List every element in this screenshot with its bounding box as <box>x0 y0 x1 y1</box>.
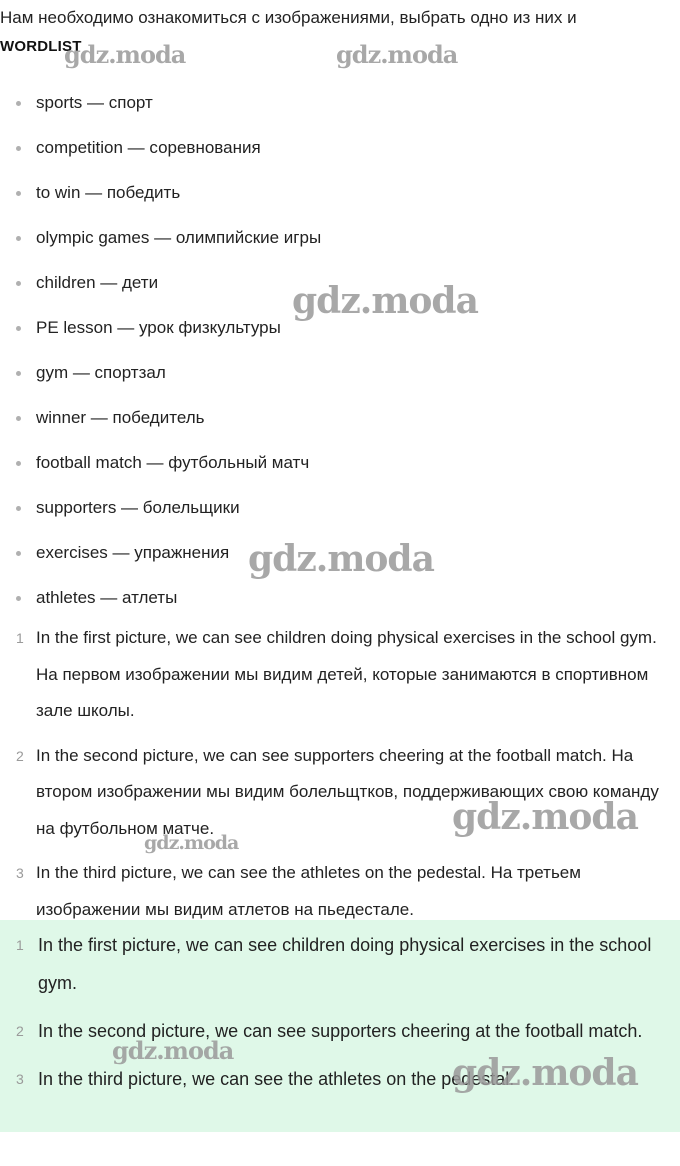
summary-box <box>0 920 680 1132</box>
bullet-icon <box>16 551 21 556</box>
watermark-logo: gdz.moda <box>336 40 458 69</box>
list-item <box>0 315 321 360</box>
bullet-icon <box>16 191 21 196</box>
item-number: 2 <box>16 1023 24 1039</box>
word-entry: sports — спорт <box>36 93 153 112</box>
word-entry: football match — футбольный матч <box>36 453 310 472</box>
word-entry: children — дети <box>36 273 159 292</box>
wordlist-title: WORDLIST <box>0 38 82 55</box>
list-item <box>0 405 321 450</box>
answer-item <box>0 855 680 928</box>
list-item <box>0 225 321 270</box>
bullet-icon <box>16 461 21 466</box>
intro-text: Нам необходимо ознакомиться с изображениями, выбрать одно из них и <box>0 8 577 27</box>
list-item <box>0 495 321 540</box>
item-number: 3 <box>16 865 24 881</box>
watermark-logo: gdz.moda <box>452 796 638 838</box>
bullet-icon <box>16 281 21 286</box>
word-entry: supporters — болельщики <box>36 498 240 517</box>
summary-text: In the second picture, we can see supporters cheering at the football match. <box>38 1021 643 1041</box>
list-item <box>0 450 321 495</box>
word-entry: gym — спортзал <box>36 363 166 382</box>
list-item <box>0 90 321 135</box>
summary-item <box>0 1012 680 1050</box>
bullet-icon <box>16 371 21 376</box>
list-item <box>0 270 321 315</box>
watermark-logo: gdz.moda <box>144 832 239 854</box>
word-entry: winner — победитель <box>36 408 205 427</box>
word-entry: to win — победить <box>36 183 181 202</box>
summary-text: In the third picture, we can see the athletes on the pedestal. <box>38 1069 515 1089</box>
list-item <box>0 360 321 405</box>
bullet-icon <box>16 416 21 421</box>
word-entry: olympic games — олимпийские игры <box>36 228 322 247</box>
item-number: 1 <box>16 630 24 646</box>
watermark-logo: gdz.moda <box>248 538 434 580</box>
watermark-logo: gdz.moda <box>64 40 186 69</box>
item-number: 3 <box>16 1071 24 1087</box>
word-entry: athletes — атлеты <box>36 588 178 607</box>
word-entry: competition — соревнования <box>36 138 261 157</box>
item-number: 1 <box>16 937 24 953</box>
bullet-icon <box>16 236 21 241</box>
word-entry: PE lesson — урок физкультуры <box>36 318 281 337</box>
bullet-icon <box>16 596 21 601</box>
list-item <box>0 180 321 225</box>
answer-text: In the second picture, we can see supporters cheering at the football match. На втором изображении мы видим болельщтков, поддерживающих свою команду на футбольном матче. <box>36 745 659 838</box>
watermark-logo: gdz.moda <box>452 1052 638 1094</box>
watermark-logo: gdz.moda <box>292 280 478 322</box>
bullet-icon <box>16 146 21 151</box>
answer-item <box>0 620 680 730</box>
answer-text: In the third picture, we can see the athletes on the pedestal. На третьем изображении мы видим атлетов на пьедестале. <box>36 863 581 919</box>
bullet-icon <box>16 101 21 106</box>
word-entry: exercises — упражнения <box>36 543 230 562</box>
bullet-icon <box>16 506 21 511</box>
answer-text: In the first picture, we can see children doing physical exercises in the school gym. На первом изображении мы видим детей, которые занимаются в спортивном зале школы. <box>36 628 657 720</box>
bullet-icon <box>16 326 21 331</box>
answers-list <box>0 620 680 936</box>
watermark-logo: gdz.moda <box>112 1036 234 1065</box>
list-item <box>0 135 321 180</box>
summary-text: In the first picture, we can see children doing physical exercises in the school gym. <box>38 935 652 993</box>
item-number: 2 <box>16 747 24 764</box>
summary-item <box>0 926 680 1002</box>
